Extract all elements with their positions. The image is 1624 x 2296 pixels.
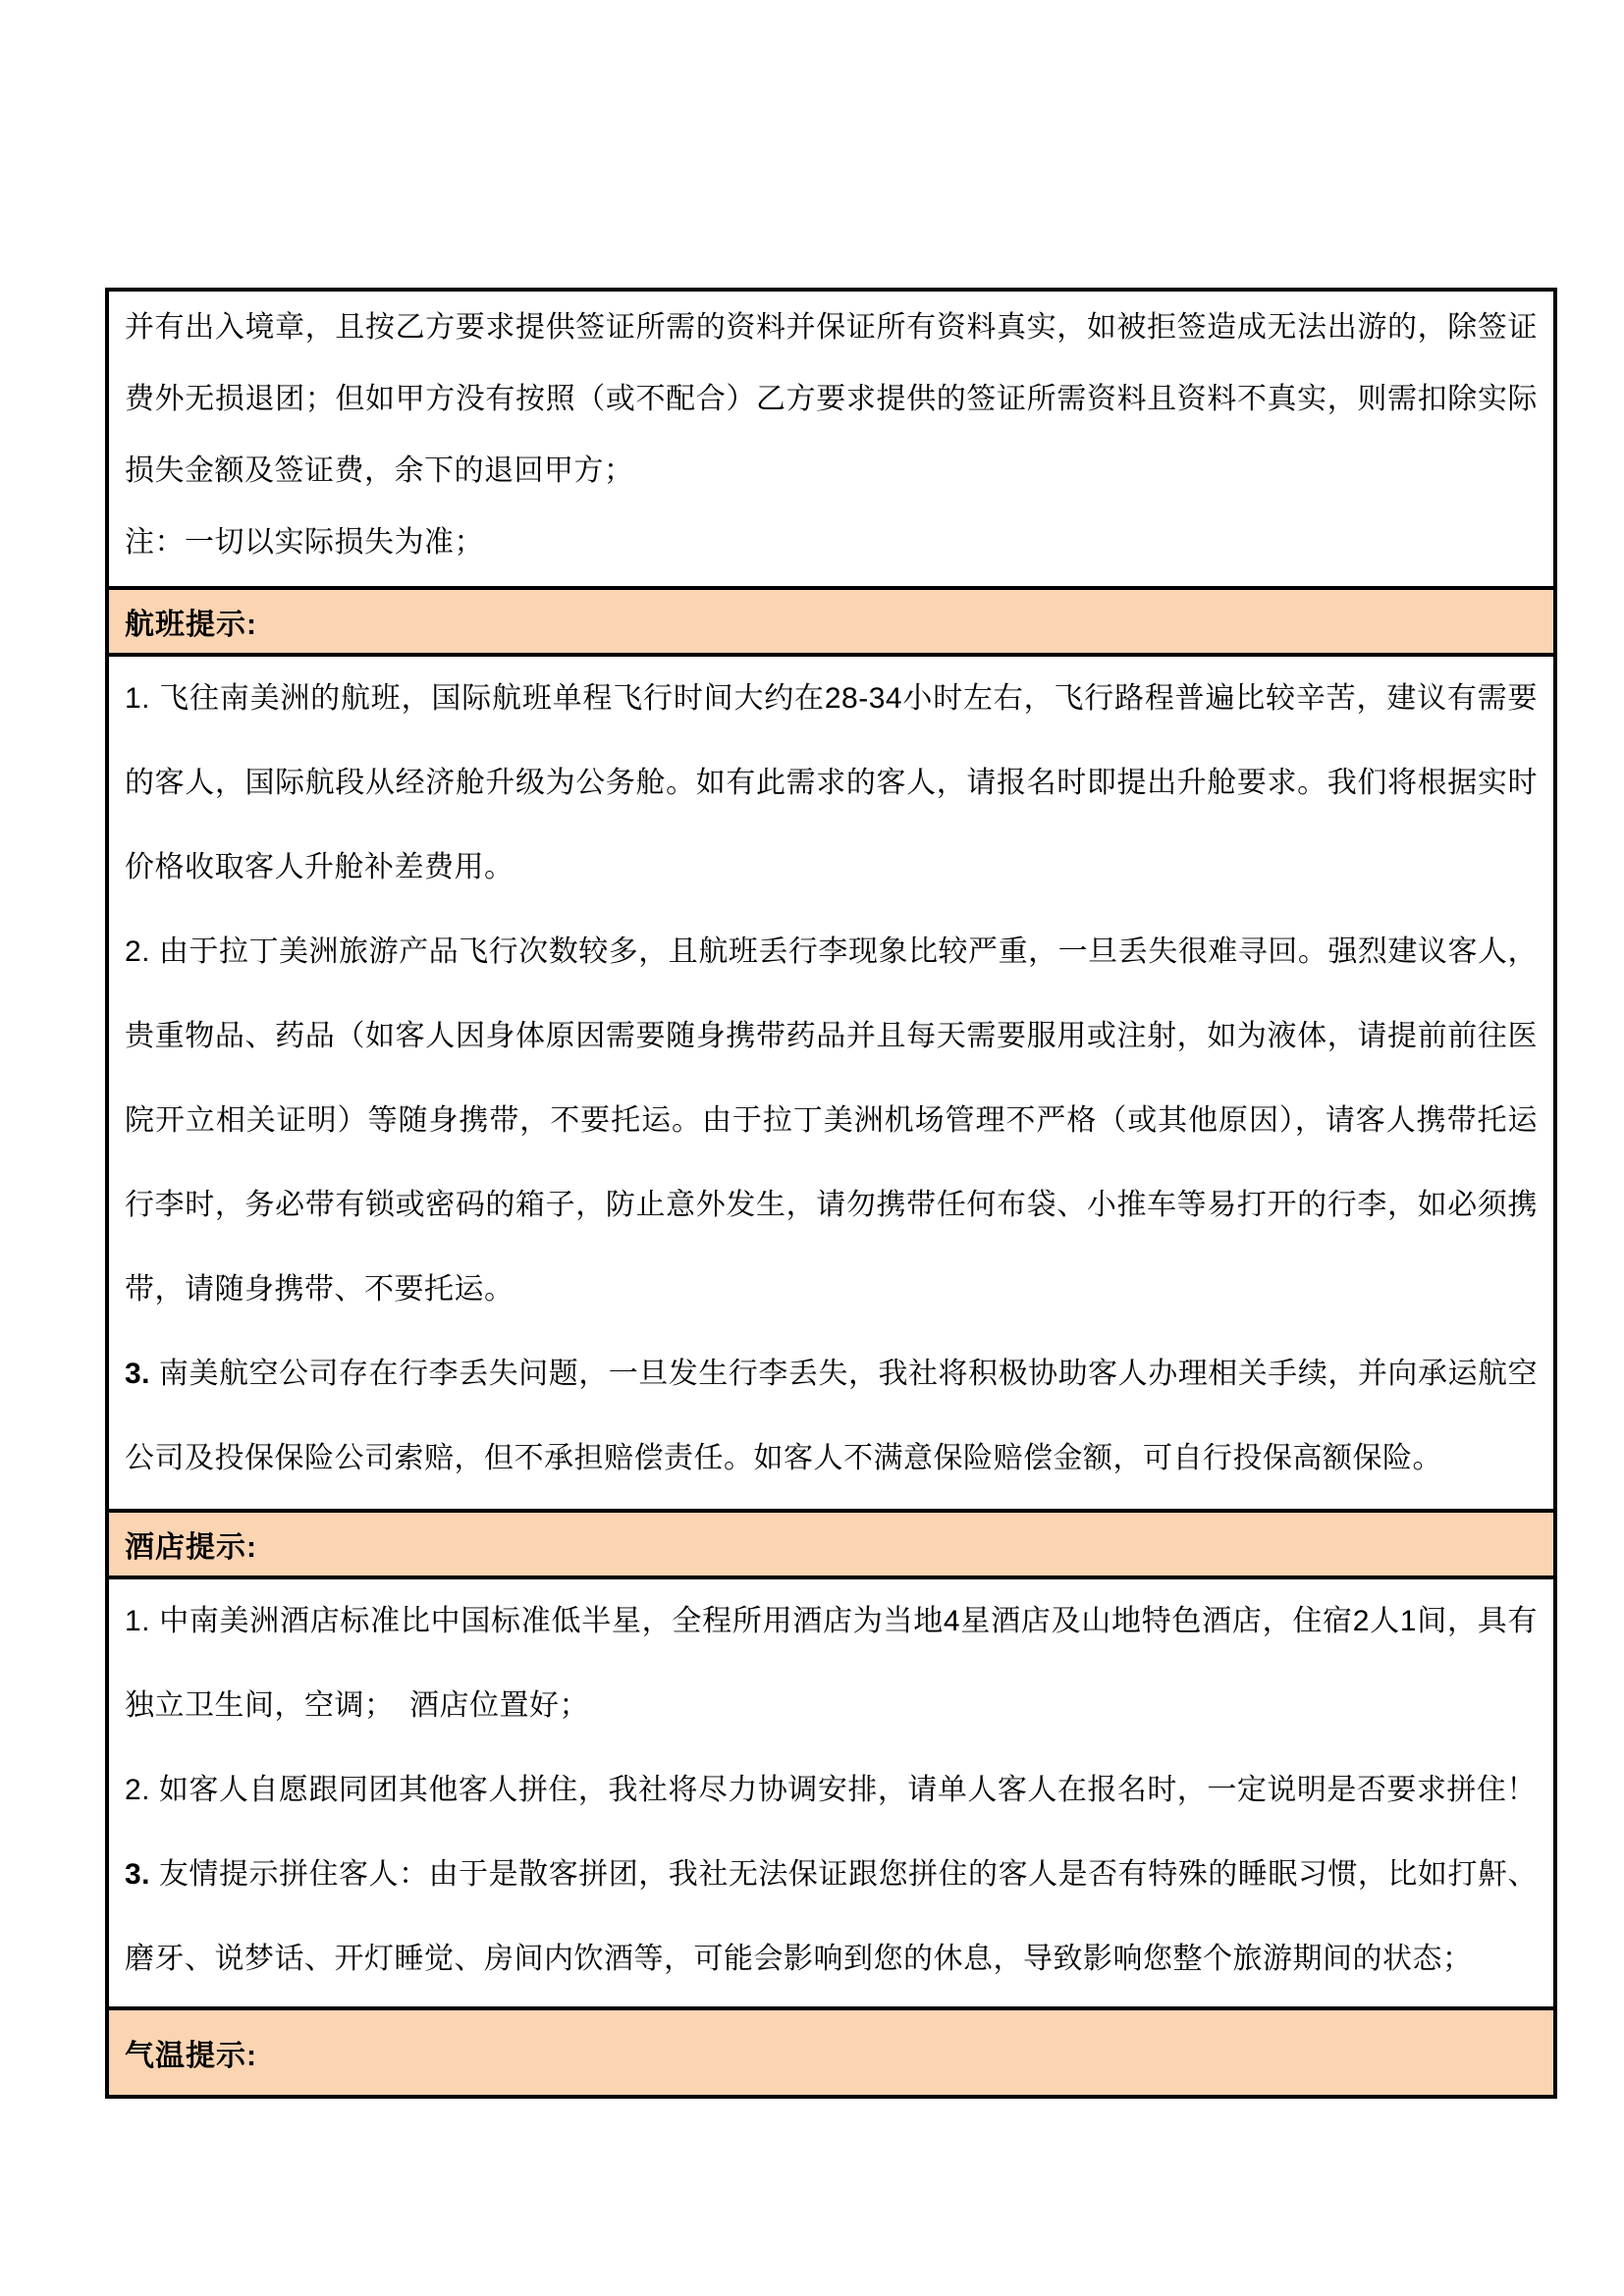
hotel-tips-header-label: 酒店提示:	[125, 1531, 257, 1564]
hotel-tip-1: 1. 中南美洲酒店标准比中国标准低半星，全程所用酒店为当地4星酒店及山地特色酒店，住宿2人1间，具有独立卫生间，空调； 酒店位置好；	[125, 1605, 1538, 1722]
temperature-tips-header-label: 气温提示:	[125, 2040, 257, 2072]
hotel-tip-3-text: 友情提示拼住客人：由于是散客拼团，我社无法保证跟您拼住的客人是否有特殊的睡眠习惯，比如打鼾、磨牙、说梦话、开灯睡觉、房间内饮酒等，可能会影响到您的休息，导致影响您整个旅游期间的状态；	[125, 1858, 1538, 1975]
flight-tips-section	[109, 657, 1553, 1509]
flight-tip-3	[125, 1332, 1538, 1501]
hotel-tip-3-number: 3.	[125, 1858, 151, 1891]
visa-note-paragraph: 注：一切以实际损失为准；	[125, 526, 484, 559]
visa-clause-paragraph: 并有出入境章，且按乙方要求提供签证所需的资料并保证所有资料真实，如被拒签造成无法出游的，除签证费外无损退团；但如甲方没有按照（或不配合）乙方要求提供的签证所需资料且资料不真实，则需扣除实际损失金额及签证费，余下的退回甲方；	[125, 311, 1538, 487]
hotel-tips-section	[109, 1579, 1553, 2006]
flight-tips-header-label: 航班提示:	[125, 609, 257, 641]
flight-tip-2: 2. 由于拉丁美洲旅游产品飞行次数较多，且航班丢行李现象比较严重，一旦丢失很难寻回。强烈建议客人，贵重物品、药品（如客人因身体原因需要随身携带药品并且每天需要服用或注射，如为液体，请提前前往医院开立相关证明）等随身携带，不要托运。由于拉丁美洲机场管理不严格（或其他原因），请客人携带托运行李时，务必带有锁或密码的箱子，防止意外发生，请勿携带任何布袋、小推车等易打开的行李，如必须携带，请随身携带、不要托运。	[125, 935, 1538, 1306]
hotel-tips-header-row	[109, 1509, 1553, 1579]
notice-table	[105, 288, 1557, 2099]
hotel-tip-3	[125, 1833, 1538, 2002]
temperature-tips-header-row	[109, 2006, 1553, 2095]
hotel-tip-2: 2. 如客人自愿跟同团其他客人拼住，我社将尽力协调安排，请单人客人在报名时，一定说明是否要求拼住！	[125, 1774, 1537, 1806]
flight-tip-3-text: 南美航空公司存在行李丢失问题，一旦发生行李丢失，我社将积极协助客人办理相关手续，并向承运航空公司及投保保险公司索赔，但不承担赔偿责任。如客人不满意保险赔偿金额，可自行投保高额保险。	[125, 1358, 1538, 1474]
flight-tips-header-row	[109, 586, 1553, 657]
flight-tip-1: 1. 飞往南美洲的航班，国际航班单程飞行时间大约在28-34小时左右，飞行路程普遍比较辛苦，建议有需要的客人，国际航段从经济舱升级为公务舱。如有此需求的客人，请报名时即提出升舱要求。我们将根据实时价格收取客人升舱补差费用。	[125, 682, 1538, 883]
visa-clause-section	[109, 292, 1553, 586]
flight-tip-3-number: 3.	[125, 1358, 151, 1390]
